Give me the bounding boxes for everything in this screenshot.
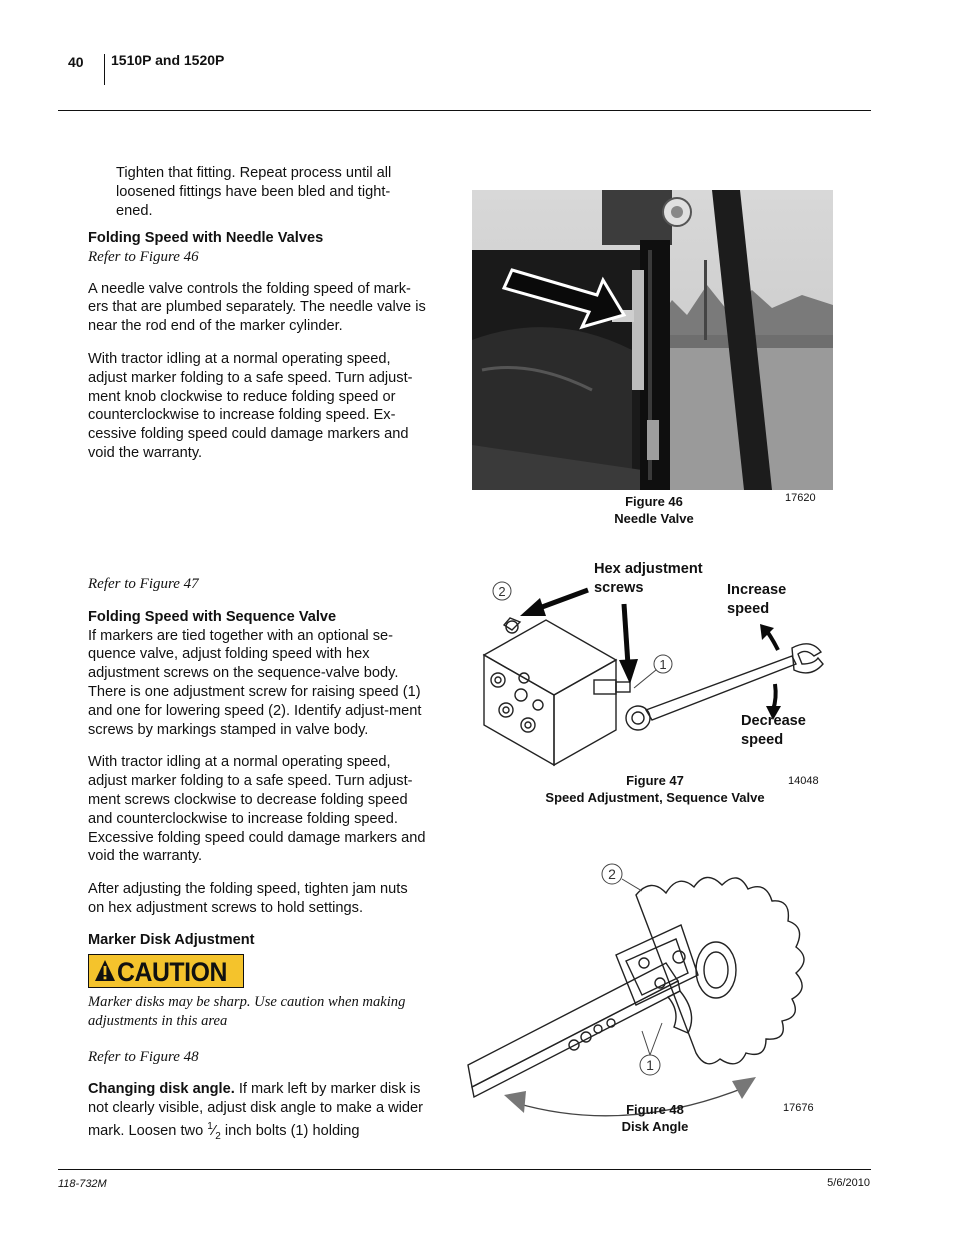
disk-ref: Refer to Figure 48 [88,1049,199,1065]
caution-word: CAUTION [117,957,227,987]
intro-paragraph: Tighten that fitting. Repeat process until all loosened fittings have been bled and tight-ened. [116,165,392,219]
needle-p1: A needle valve controls the folding speed of mark-ers that are plumbed separately. The needle valve is near the rod end of the marker cylinder. [88,280,426,335]
figure48-caption [590,1101,720,1135]
figure46-number: Figure 46 [625,494,683,509]
hex-screws-label: Hex adjustment screws [594,561,703,596]
disk-body-b: inch bolts (1) holding [220,1122,360,1139]
figure47-title: Speed Adjustment, Sequence Valve [545,790,765,805]
disk-body-a: If mark left by marker disk is not clearly visible, adjust disk angle to make a wider mark. Loosen two [88,1081,424,1139]
sequence-section [88,575,426,918]
sequence-p2: With tractor idling at a normal operating speed, adjust marker folding to a safe speed. Turn adjust-ment screws clockwise to decrease folding speed and counterclockwise to increase folding speed. Excessive folding speed could damage markers and void the warranty. [88,754,426,865]
disk-heading [88,931,426,950]
footer-doc-id: 118-732M [58,1178,107,1190]
disk-lead: Changing disk angle. [88,1081,235,1097]
page-number: 40 [68,54,84,70]
figure48-number: Figure 48 [626,1102,684,1117]
warning-icon [94,959,116,983]
fig47-callout-2: 2 [498,584,506,599]
decrease-speed-label: Decrease speed [741,713,806,748]
fig48-callout-2: 2 [608,866,616,882]
figure46-caption [584,493,724,527]
needle-valve-photo [472,190,833,490]
figure47-caption [525,772,785,806]
fig47-callout-1: 1 [659,657,667,672]
figure47-id: 14048 [788,775,819,787]
disk-paragraph: Changing disk angle. If mark left by marker disk is not clearly visible, adjust disk angle to make a wider mark. Loosen two $^1⁄_2$ inch bolts (1) holding [88,1081,424,1142]
figure48-title: Disk Angle [621,1119,689,1134]
header-divider [104,54,105,85]
needle-ref: Refer to Figure 46 [88,248,199,265]
caution-label [88,954,244,988]
fig48-callout-1: 1 [646,1057,654,1073]
sequence-p1: If markers are tied together with an optional se-quence valve, adjust folding speed with hex adjustment screws on the sequence-valve body. There is one adjustment screw for raising speed (1) and one for lowering speed (2). Identify adjust-ment screws by markings stamped in valve body. [88,627,422,738]
fraction-denominator: 2 [215,1130,221,1142]
header-rule [58,110,871,111]
sequence-p3: After adjusting the folding speed, tighten jam nuts on hex adjustment screws to hold settings. [88,881,408,916]
figure48-id: 17676 [783,1102,814,1114]
sequence-heading: Folding Speed with Sequence Valve [88,608,337,625]
disk-heading-text: Marker Disk Adjustment [88,932,255,948]
needle-section [88,229,426,463]
figure46-id: 17620 [785,492,816,504]
sequence-ref: Refer to Figure 47 [88,576,199,592]
figure46-title: Needle Valve [614,511,694,526]
caution-text: Marker disks may be sharp. Use caution when making adjustments in this area [88,994,406,1029]
needle-p2: With tractor idling at a normal operating speed, adjust marker folding to a safe speed. Turn adjust-ment knob clockwise to reduce folding speed or counterclockwise to increase folding speed. Ex-cessive folding speed could damage markers and void the warranty. [88,350,413,461]
document-title: 1510P and 1520P [111,52,225,68]
footer-rule [58,1169,871,1170]
needle-heading: Folding Speed with Needle Valves [88,230,324,246]
disk-angle-drawing [466,855,846,1125]
increase-speed-label: Increase speed [727,582,787,617]
fraction-numerator: 1 [207,1120,213,1132]
figure47-number: Figure 47 [626,773,684,788]
footer-date: 5/6/2010 [827,1177,870,1189]
